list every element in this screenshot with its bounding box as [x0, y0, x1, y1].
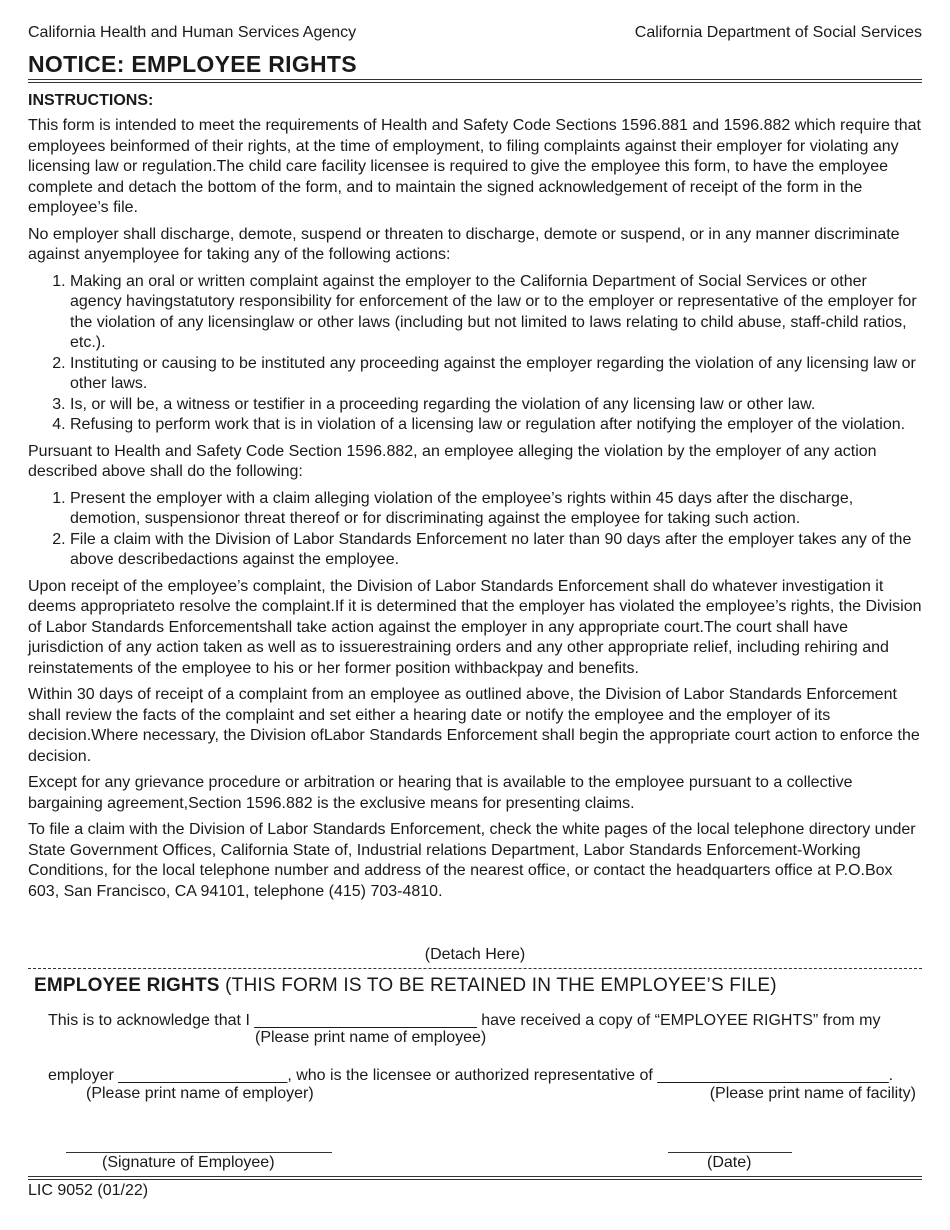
acknowledgement-line-2 — [48, 1067, 893, 1085]
instructions-paragraph-7: To file a claim with the Division of Labor Standards Enforcement, check the white pages of the local telephone directory under State Government Offices, California State of, Industrial relations Department, Labor Standards Enforcement-Working Conditions, for the local telephone number and address of the nearest office, or contact the headquarters office at P.O.Box 603, San Francisco, CA 94101, telephone (415) 703-4810. — [28, 821, 916, 900]
list-item: 4. Refusing to perform work that is in violation of a licensing law or regulation after notifying the employer of the violation. — [70, 415, 922, 436]
instructions-paragraph-2: No employer shall discharge, demote, suspend or threaten to discharge, demote or suspend, or in any manner discriminate against anyemployee for taking any of the following actions: — [28, 225, 900, 263]
department-name: California Department of Social Services — [634, 24, 922, 41]
footer-divider — [28, 1176, 922, 1180]
detach-label: (Detach Here) — [424, 946, 526, 963]
date-caption: (Date) — [707, 1154, 752, 1171]
employee-name-field[interactable]: _________________________ — [254, 1012, 477, 1029]
list-item: 1. Making an oral or written complaint against the employer to the California Department of Social Services or other agency havingstatutory responsibility for enforcement of the law or to the employer or representative of the employer for the violation of any licensinglaw or other laws (including but not limited to laws relating to child abuse, staff-child ratios, etc.). — [70, 272, 922, 354]
acknowledgement-line-1 — [48, 1012, 880, 1030]
instructions-heading: INSTRUCTIONS: — [28, 92, 154, 109]
page-title: NOTICE: EMPLOYEE RIGHTS — [28, 51, 357, 77]
ack-text: , who is the licensee or authorized representative of — [287, 1067, 658, 1084]
ack-text: employer — [48, 1067, 119, 1084]
employee-name-caption: (Please print name of employee) — [255, 1029, 487, 1046]
signature-caption: (Signature of Employee) — [102, 1154, 275, 1171]
form-number: LIC 9052 (01/22) — [28, 1182, 149, 1199]
facility-name-field[interactable]: __________________________ — [657, 1067, 889, 1084]
list-item: 3. Is, or will be, a witness or testifier in a proceeding regarding the violation of any licensing law or other law. — [70, 395, 922, 416]
claim-steps-list — [28, 489, 922, 571]
list-item: 2. File a claim with the Division of Labor Standards Enforcement no later than 90 days after the employer takes any of the above describedactions against the employee. — [70, 530, 922, 571]
agency-name: California Health and Human Services Agency — [28, 24, 357, 41]
protected-actions-list — [28, 272, 922, 436]
ack-text: This is to acknowledge that I — [48, 1012, 255, 1029]
signature-field[interactable] — [66, 1152, 332, 1153]
section-title-rest: (THIS FORM IS TO BE RETAINED IN THE EMPLOYEE’S FILE) — [219, 975, 777, 996]
employee-rights-heading — [34, 975, 777, 997]
date-field[interactable] — [668, 1152, 792, 1153]
facility-name-caption: (Please print name of facility) — [709, 1085, 916, 1102]
instructions-section — [28, 92, 922, 908]
title-divider — [28, 79, 922, 83]
instructions-paragraph-4: Upon receipt of the employee’s complaint, the Division of Labor Standards Enforcement shall do whatever investigation it deems appropriateto resolve the complaint.If it is determined that the employer has violated the employee’s rights, the Division of Labor Standards Enforcementshall take action against the employer in any appropriate court.The court shall have jurisdiction of any action taken as well as to issuerestraining orders and any other appropriate relief, including rehiring and reinstatements of the employee to his or her former position withbackpay and benefits. — [28, 577, 922, 677]
section-title-bold: EMPLOYEE RIGHTS — [34, 975, 220, 996]
list-item: 1. Present the employer with a claim alleging violation of the employee’s rights within 45 days after the discharge, demotion, suspensionor threat thereof or for discriminating against the employee for taking such action. — [70, 489, 922, 530]
ack-text: . — [888, 1067, 894, 1084]
instructions-paragraph-6: Except for any grievance procedure or arbitration or hearing that is available to the employee pursuant to a collective bargaining agreement,Section 1596.882 is the exclusive means for presenting claims. — [28, 774, 853, 812]
instructions-paragraph-5: Within 30 days of receipt of a complaint from an employee as outlined above, the Division of Labor Standards Enforcement shall review the facts of the complaint and set either a hearing date or notify the employee and the employer of its decision.Where necessary, the Division ofLabor Standards Enforcement shall begin the appropriate court action to enforce the decision. — [28, 686, 920, 765]
agency-header — [28, 24, 922, 46]
list-item: 2. Instituting or causing to be instituted any proceeding against the employer regarding the violation of any licensing law or other laws. — [70, 354, 922, 395]
detach-line — [28, 968, 922, 969]
employer-name-caption: (Please print name of employer) — [86, 1085, 314, 1102]
ack-text: have received a copy of “EMPLOYEE RIGHTS” from my — [476, 1012, 881, 1029]
employer-name-field[interactable]: ___________________ — [118, 1067, 288, 1084]
instructions-paragraph-1: This form is intended to meet the requirements of Health and Safety Code Sections 1596.881 and 1596.882 which require that employees beinformed of their rights, at the time of employment, to filing complaints against their employer for violating any licensing law or regulation.The child care facility licensee is required to give the employee this form, to have the employee complete and detach the bottom of the form, and to maintain the signed acknowledgement of receipt of the form in the employee’s file. — [28, 117, 921, 216]
instructions-paragraph-3: Pursuant to Health and Safety Code Section 1596.882, an employee alleging the violation by the employer of any action described above shall do the following: — [28, 442, 877, 480]
